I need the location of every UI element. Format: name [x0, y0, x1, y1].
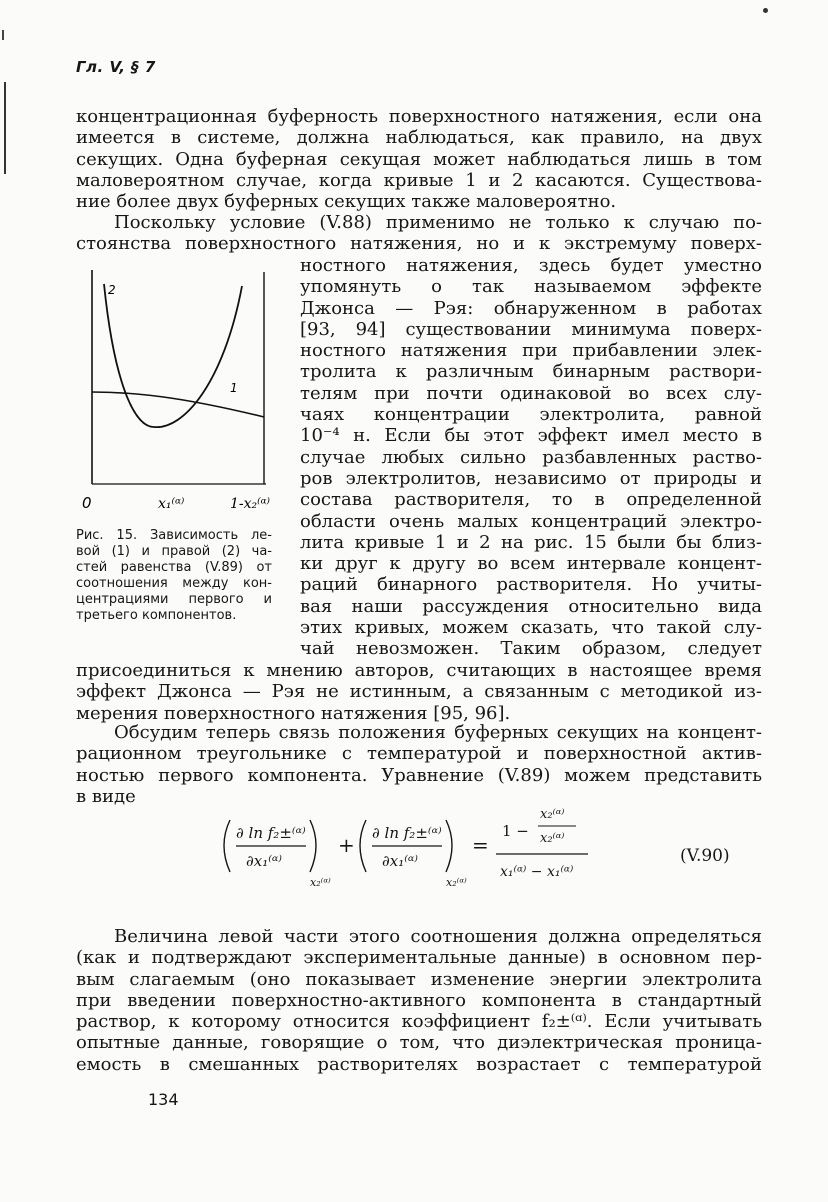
text-line: мерения поверхностного натяжения [95, 96].	[76, 702, 511, 724]
term1-right-paren	[310, 820, 316, 872]
caption-line: центрациями первого и	[76, 592, 272, 607]
term2-left-paren	[360, 820, 366, 872]
text-line: области очень малых концентраций электро-	[300, 510, 762, 532]
text-line: Величина левой части этого соотношения должна определяться	[114, 926, 762, 947]
rhs-one-minus: 1 −	[502, 822, 529, 840]
page-number: 134	[148, 1090, 179, 1109]
rhs-denominator: x₁⁽ᵅ⁾ − x₁⁽ᵅ⁾	[500, 864, 574, 880]
term1-left-paren	[224, 820, 230, 872]
text-line: этих кривых, можем сказать, что такой слу-	[300, 617, 762, 639]
text-line: чай невозможен. Таким образом, следует	[300, 638, 762, 660]
paragraph-2-top	[76, 212, 762, 255]
caption-line: стей равенства (V.89) от	[76, 560, 272, 575]
rhs-inner-numerator: x₂⁽ᵅ⁾	[540, 807, 565, 822]
equals-sign: =	[472, 833, 489, 857]
text-line: Джонса — Рэя: обнаруженном в работах	[300, 297, 762, 319]
paragraph-2-side	[300, 255, 762, 660]
text-line: телям при почти одинаковой во всех слу-	[300, 382, 762, 404]
x1-axis-label: x₁⁽ᵅ⁾	[158, 496, 185, 512]
text-line: состава растворителя, то в определенной	[300, 489, 762, 511]
text-line: имеется в системе, должна наблюдаться, как правило, на двух	[76, 127, 762, 149]
text-line: раций бинарного растворителя. Но учиты-	[300, 574, 762, 596]
term1-subscript: x₂⁽ᵅ⁾	[310, 876, 331, 889]
text-line: чаях концентрации электролита, равной	[300, 404, 762, 426]
paragraph-1	[76, 106, 762, 212]
scan-margin-bar	[4, 82, 6, 174]
text-line: [93, 94] существовании минимума поверх-	[300, 318, 762, 340]
text-line: Обсудим теперь связь положения буферных секущих на концент-	[114, 722, 762, 743]
scan-speck	[763, 8, 768, 13]
caption-line: соотношения между кон-	[76, 576, 272, 591]
text-line: емость в смешанных растворителях возрастает с температурой	[76, 1053, 762, 1075]
text-line: в виде	[76, 785, 136, 807]
paragraph-4	[76, 926, 762, 1075]
term1-denominator: ∂x₁⁽ᵅ⁾	[246, 852, 282, 870]
curve-2	[104, 284, 242, 427]
text-line: маловероятном случае, когда кривые 1 и 2 касаются. Существова-	[76, 169, 762, 191]
text-line: секущих. Одна буферная секущая может наблюдаться лишь в том	[76, 148, 762, 170]
running-header: Гл. V, § 7	[76, 58, 156, 76]
text-line: (как и подтверждают экспериментальные данные) в основном пер-	[76, 947, 762, 969]
plus-sign: +	[338, 833, 355, 857]
text-line: лита кривые 1 и 2 на рис. 15 были бы близ-	[300, 531, 762, 553]
term2-numerator: ∂ ln f₂±⁽ᵅ⁾	[372, 824, 442, 842]
origin-label: 0	[82, 494, 92, 512]
x2-axis-label: 1-x₂⁽ᵅ⁾	[230, 496, 270, 512]
text-line: Поскольку условие (V.88) применимо не только к случаю по-	[114, 212, 762, 233]
caption-line: третьего компонентов.	[76, 608, 237, 623]
text-line: при введении поверхностно-активного компонента в стандартный	[76, 989, 762, 1011]
term2-denominator: ∂x₁⁽ᵅ⁾	[382, 852, 418, 870]
equation-number: (V.90)	[680, 846, 730, 866]
term1-numerator: ∂ ln f₂±⁽ᵅ⁾	[236, 824, 306, 842]
text-line: вая наши рассуждения относительно вида	[300, 595, 762, 617]
text-line: опытные данные, говорящие о том, что диэлектрическая проница-	[76, 1032, 762, 1054]
term2-right-paren	[446, 820, 452, 872]
caption-line: вой (1) и правой (2) ча-	[76, 544, 272, 559]
text-line: стоянства поверхностного натяжения, но и к экстремуму поверх-	[76, 233, 762, 255]
text-line: раствор, к которому относится коэффициент f₂±⁽ᵅ⁾. Если учитывать	[76, 1011, 762, 1033]
text-line: концентрационная буферность поверхностного натяжения, если она	[76, 106, 762, 127]
curve-1	[92, 392, 264, 417]
text-line: присоединиться к мнению авторов, считающих в настоящее время	[76, 660, 762, 681]
caption-line: Рис. 15. Зависимость ле-	[76, 528, 272, 543]
text-line: ки друг к другу во всем интервале концент-	[300, 553, 762, 575]
text-line: упомянуть о так называемом эффекте	[300, 276, 762, 298]
text-line: ностью первого компонента. Уравнение (V.89) можем представить	[76, 764, 762, 786]
curve-1-label: 1	[230, 381, 238, 395]
figure-15-plot	[74, 262, 296, 532]
text-line: ностного натяжения, здесь будет уместно	[300, 255, 762, 276]
figure-caption	[76, 528, 272, 624]
paragraph-3	[76, 722, 762, 807]
text-line: рационном треугольнике с температурой и поверхностной актив-	[76, 743, 762, 765]
text-line: ние более двух буферных секущих также маловероятно.	[76, 191, 617, 213]
text-line: ностного натяжения при прибавлении элек-	[300, 340, 762, 362]
text-line: ров электролитов, независимо от природы и	[300, 467, 762, 489]
text-line: 10⁻⁴ н. Если бы этот эффект имел место в	[300, 425, 762, 447]
paragraph-2-bottom	[76, 660, 762, 724]
text-line: случае любых сильно разбавленных раство-	[300, 446, 762, 468]
term2-subscript: x₂⁽ᵅ⁾	[446, 876, 467, 889]
scan-margin-tick	[2, 30, 4, 40]
equation-v90	[210, 800, 770, 890]
text-line: тролита к различным бинарным раствори-	[300, 361, 762, 383]
rhs-inner-denominator: x₂⁽ᵅ⁾	[540, 831, 565, 846]
text-line: вым слагаемым (оно показывает изменение энергии электролита	[76, 968, 762, 990]
text-line: эффект Джонса — Рэя не истинным, а связанным с методикой из-	[76, 681, 762, 703]
curve-2-label: 2	[108, 283, 116, 297]
